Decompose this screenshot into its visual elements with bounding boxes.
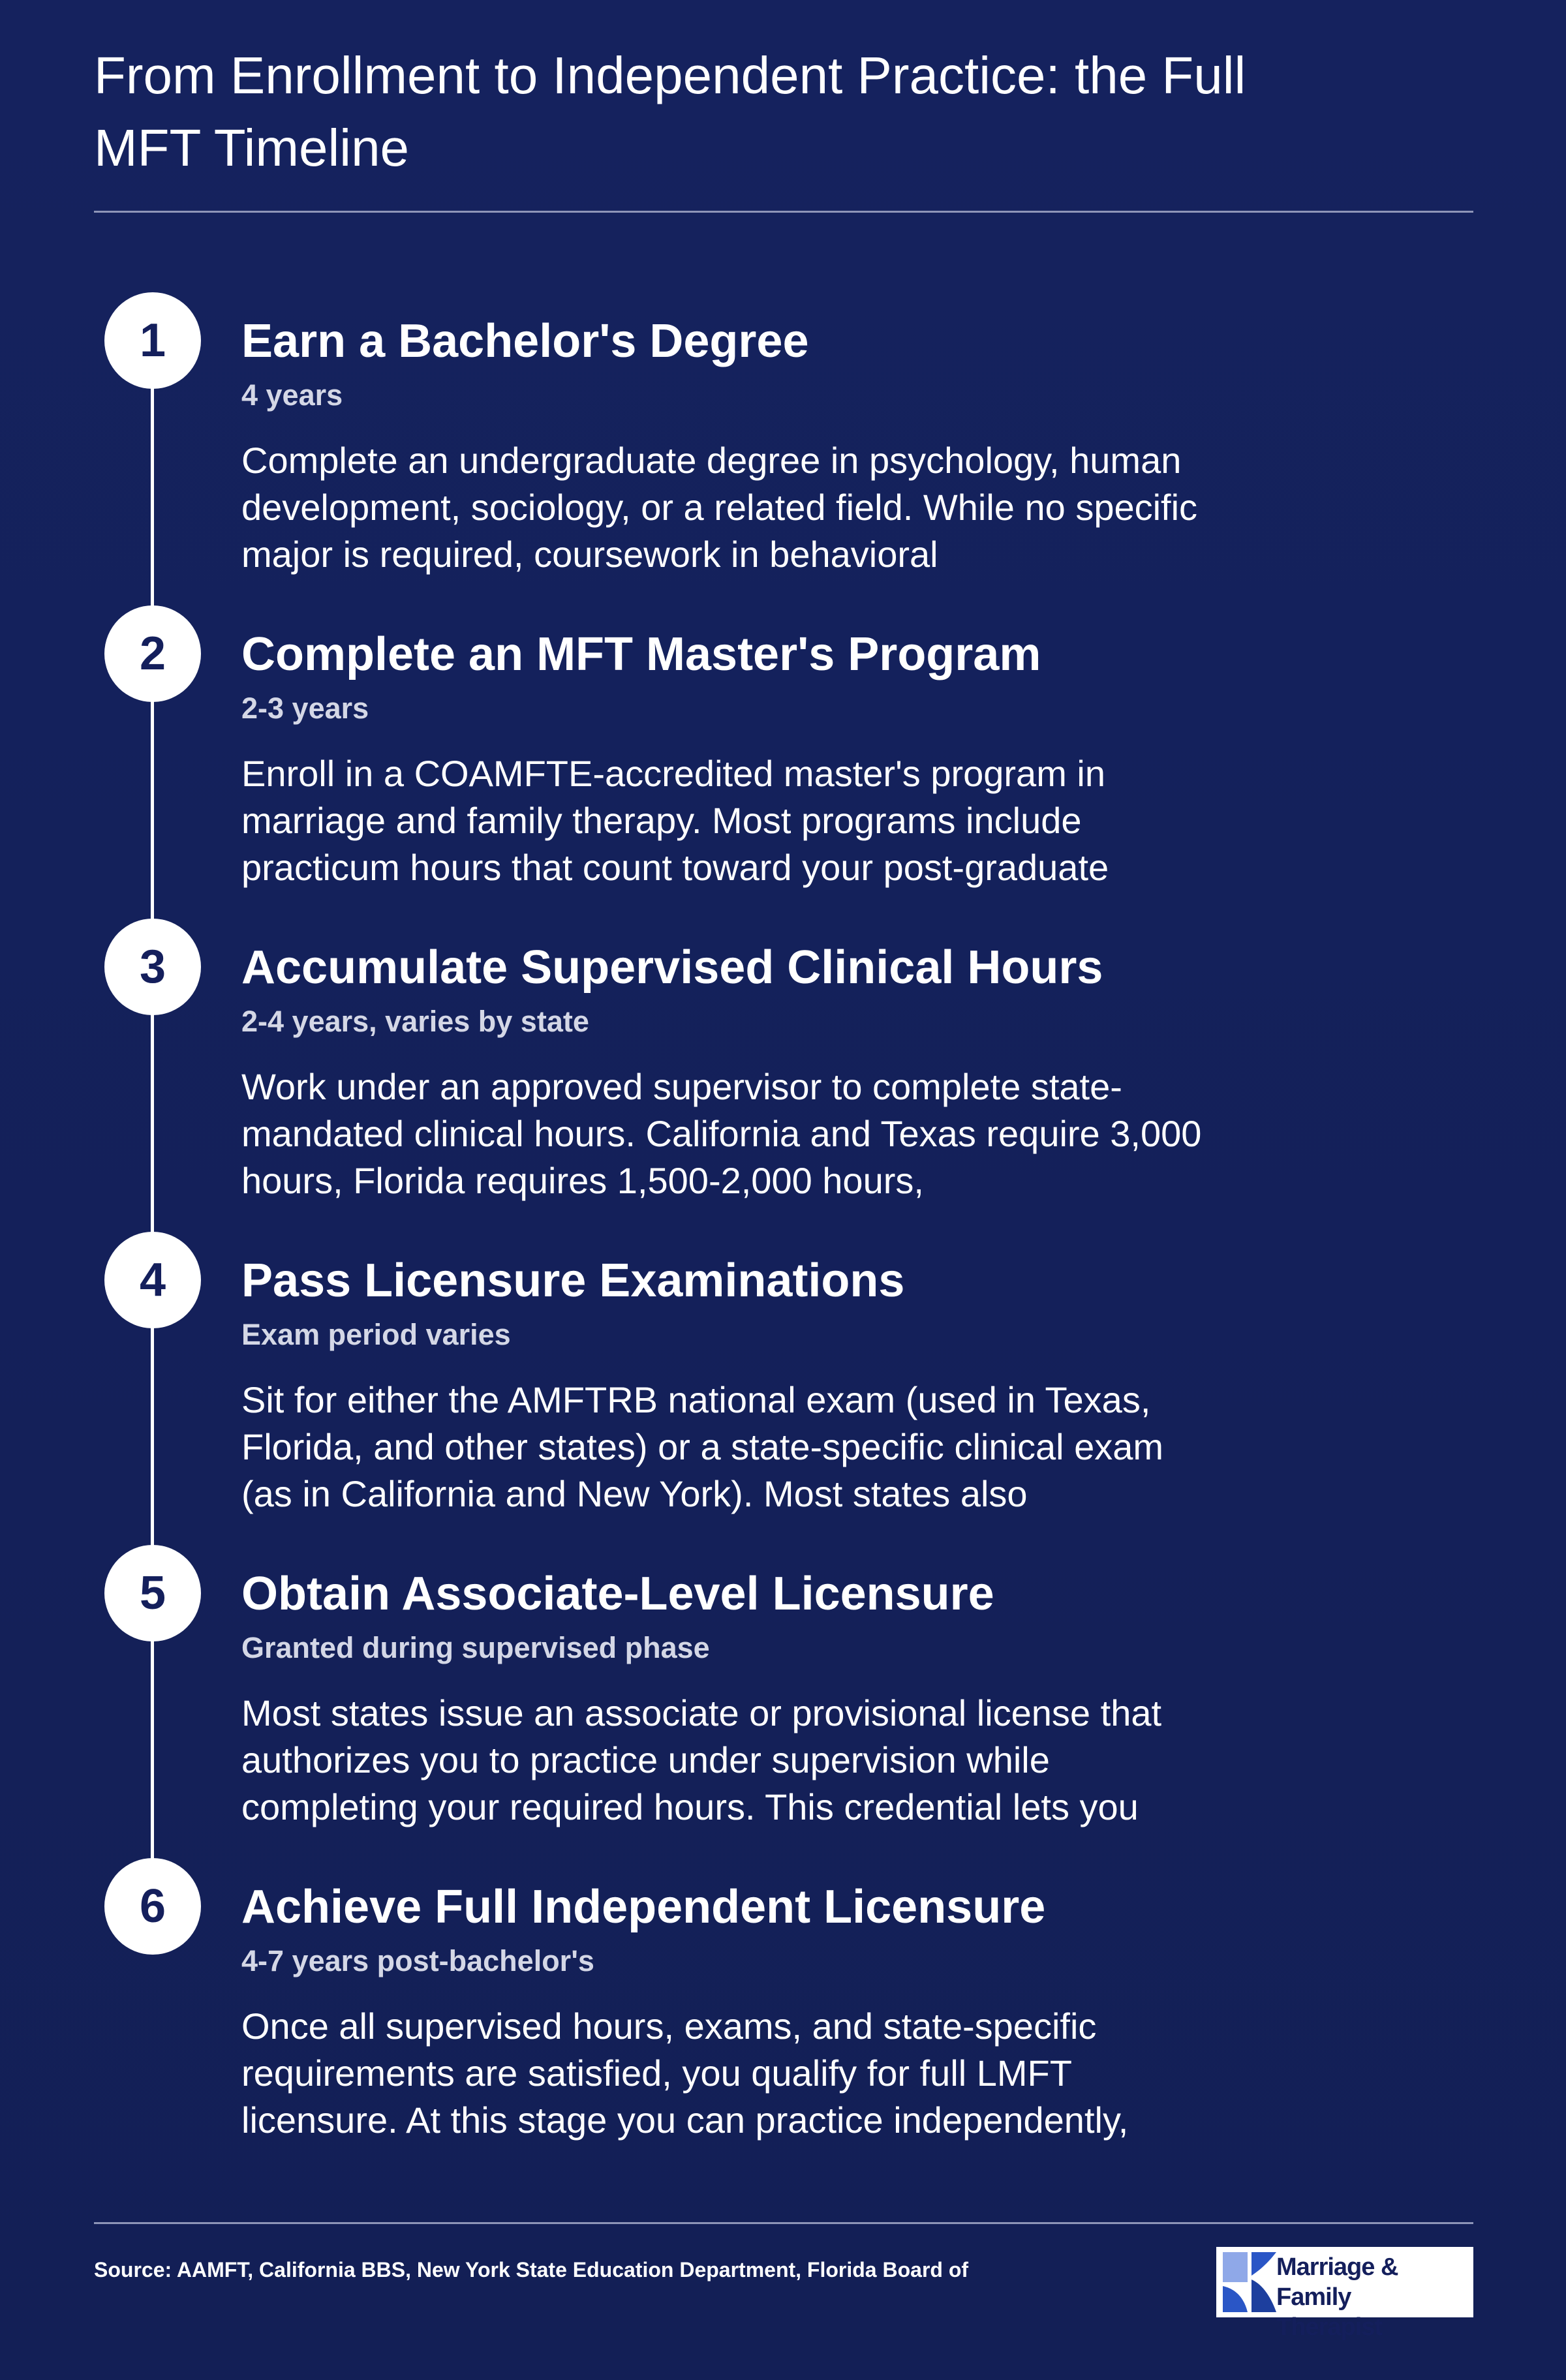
- brand-logo: [1216, 2247, 1473, 2341]
- step-description: Sit for either the AMFTRB national exam (used in Texas, Florida, and other states) or a state-specific clinical exam (as in California and New York). Most states also: [241, 1379, 1164, 1514]
- step-description: Most states issue an associate or provisional license that authorizes you to practice under supervision while completing your required hours. This credential lets you: [241, 1692, 1162, 1827]
- timeline-step-6: [0, 1858, 1566, 2171]
- step-duration: 2-4 years, varies by state: [241, 1005, 589, 1038]
- step-description: Enroll in a COAMFTE-accredited master's program in marriage and family therapy. Most programs include practicum hours that count toward your post-graduate: [241, 753, 1109, 888]
- step-number-badge: 5: [104, 1545, 201, 1641]
- timeline-step-4: [0, 1232, 1566, 1545]
- step-duration: 4-7 years post-bachelor's: [241, 1944, 594, 1977]
- step-title: Achieve Full Independent Licensure: [241, 1881, 1046, 1933]
- logo-wordmark: Marriage & Family Therapist: [1276, 2253, 1398, 2341]
- step-description: Complete an undergraduate degree in psychology, human development, sociology, or a related field. While no specific major is required, coursework in behavioral: [241, 440, 1198, 575]
- step-number-badge: 6: [104, 1858, 201, 1955]
- timeline-step-5: [0, 1545, 1566, 1858]
- step-title: Pass Licensure Examinations: [241, 1255, 905, 1307]
- footer-divider: [94, 2222, 1473, 2224]
- step-title: Complete an MFT Master's Program: [241, 628, 1041, 680]
- page-title: From Enrollment to Independent Practice: the Full MFT Timeline: [94, 46, 1246, 177]
- step-description: Work under an approved supervisor to complete state-mandated clinical hours. California and Texas require 3,000 hours, Florida requires 1,500-2,000 hours,: [241, 1066, 1202, 1201]
- step-description: Once all supervised hours, exams, and state-specific requirements are satisfied, you qualify for full LMFT licensure. At this stage you can practice independently,: [241, 2006, 1129, 2141]
- step-number-badge: 4: [104, 1232, 201, 1328]
- step-number-badge: 1: [104, 292, 201, 389]
- step-duration: Exam period varies: [241, 1318, 511, 1351]
- step-title: Accumulate Supervised Clinical Hours: [241, 941, 1103, 994]
- header-divider: [94, 211, 1473, 213]
- step-duration: Granted during supervised phase: [241, 1631, 710, 1664]
- family-figure-icon: [1221, 2251, 1278, 2313]
- step-duration: 4 years: [241, 378, 343, 412]
- step-duration: 2-3 years: [241, 692, 369, 725]
- step-title: Earn a Bachelor's Degree: [241, 315, 809, 367]
- step-number-badge: 3: [104, 919, 201, 1015]
- timeline-step-1: [0, 292, 1566, 605]
- step-number-badge: 2: [104, 605, 201, 702]
- source-citation: Source: AAMFT, California BBS, New York State Education Department, Florida Board of: [94, 2258, 969, 2281]
- timeline-step-3: [0, 919, 1566, 1232]
- timeline-step-2: [0, 605, 1566, 919]
- step-title: Obtain Associate-Level Licensure: [241, 1568, 994, 1620]
